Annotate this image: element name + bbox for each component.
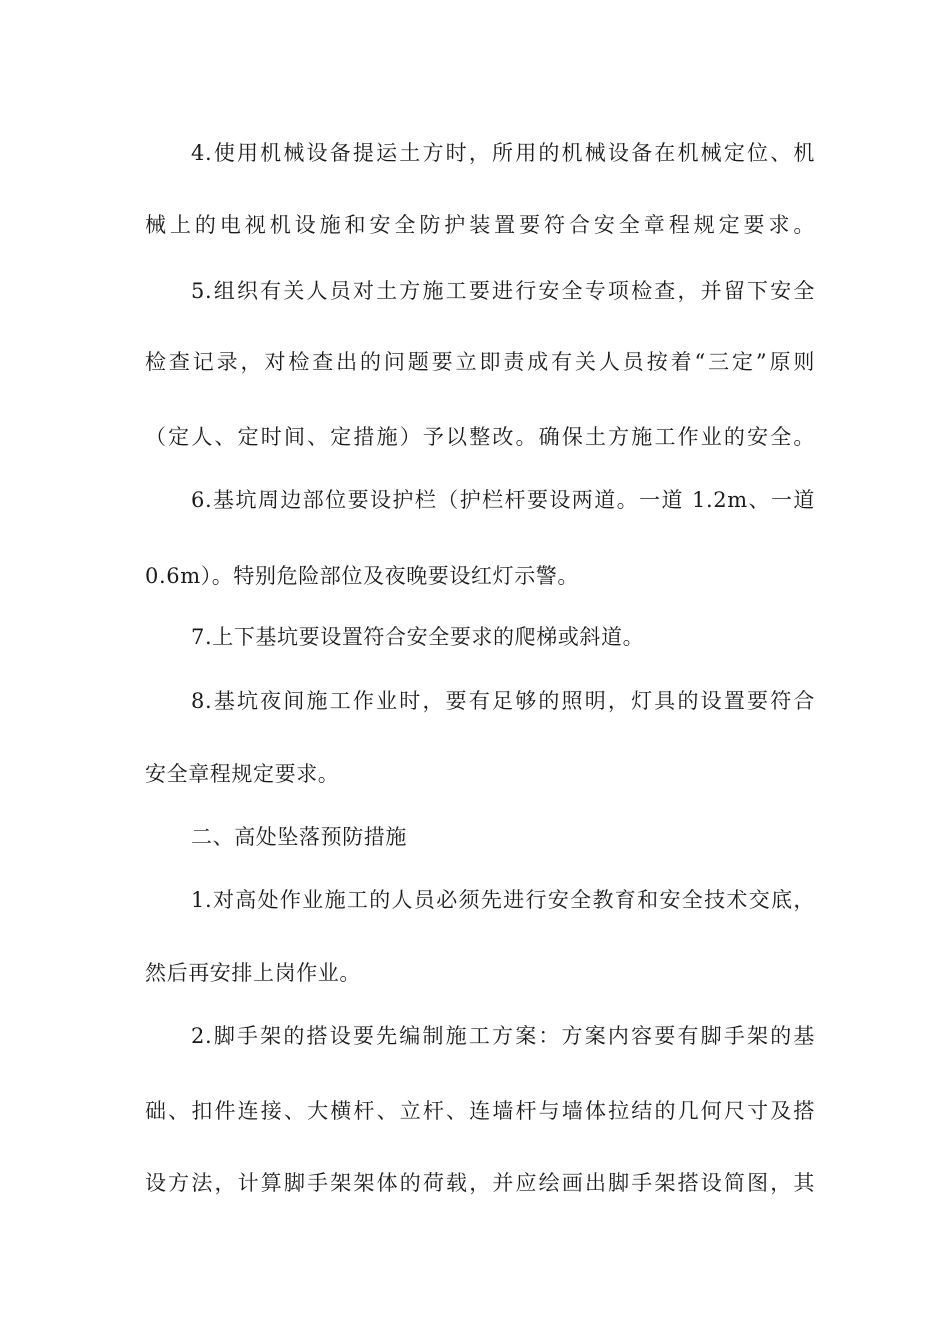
text-line-15: 础、扣件连接、大横杆、立杆、连墙杆与墙体拉结的几何尺寸及搭 xyxy=(145,1099,815,1123)
text-line-4: 检查记录，对检查出的问题要立即责成有关人员按着“三定”原则 xyxy=(145,350,815,374)
text-line-3: 5.组织有关人员对土方施工要进行安全专项检查，并留下安全 xyxy=(191,279,815,303)
text-line-14: 2.脚手架的搭设要先编制施工方案：方案内容要有脚手架的基 xyxy=(191,1024,815,1048)
text-line-13: 然后再安排上岗作业。 xyxy=(145,961,361,985)
text-line-10: 安全章程规定要求。 xyxy=(145,762,340,786)
text-line-12: 1.对高处作业施工的人员必须先进行安全教育和安全技术交底， xyxy=(191,888,815,912)
text-line-6: 6.基坑周边部位要设护栏（护栏杆要设两道。一道 1.2m、一道 xyxy=(191,488,815,512)
text-line-9: 8.基坑夜间施工作业时，要有足够的照明，灯具的设置要符合 xyxy=(191,689,815,713)
text-line-2: 械上的电视机设施和安全防护装置要符合安全章程规定要求。 xyxy=(145,213,815,237)
text-line-1: 4.使用机械设备提运土方时，所用的机械设备在机械定位、机 xyxy=(191,141,815,165)
section-heading: 二、高处坠落预防措施 xyxy=(191,825,407,849)
text-line-8: 7.上下基坑要设置符合安全要求的爬梯或斜道。 xyxy=(191,625,645,649)
text-line-7: 0.6m）。特别危险部位及夜晚要设红灯示警。 xyxy=(145,564,580,588)
text-line-5: （定人、定时间、定措施）予以整改。确保土方施工作业的安全。 xyxy=(145,425,815,449)
text-line-16: 设方法，计算脚手架架体的荷载，并应绘画出脚手架搭设简图，其 xyxy=(145,1171,815,1195)
